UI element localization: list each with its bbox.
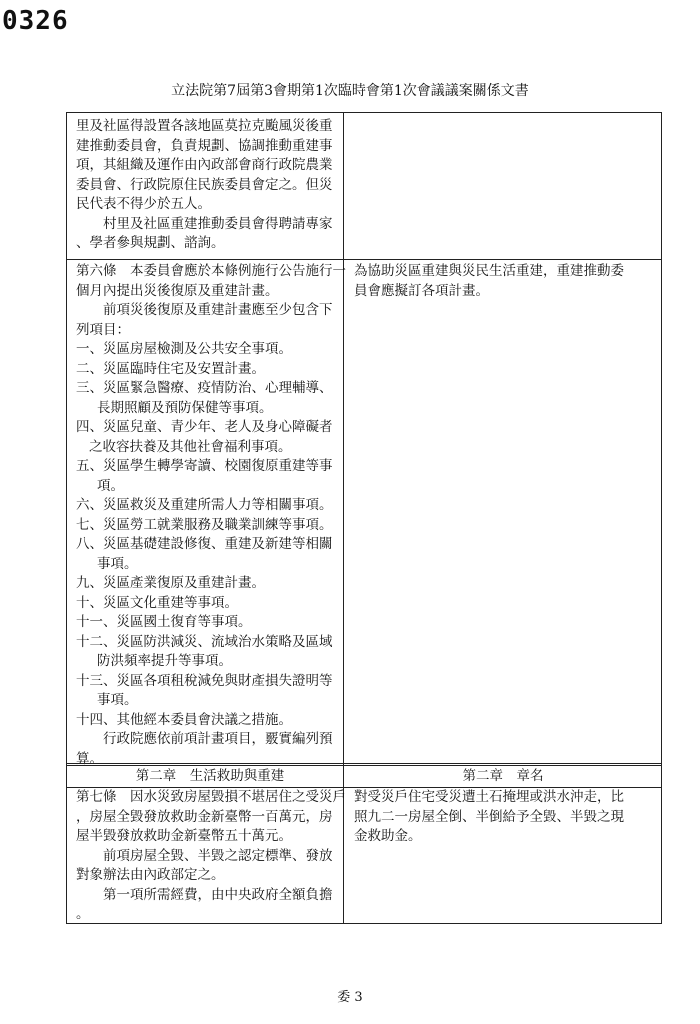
- text-line: 行政院應依前項計畫項目，覈實編列預: [103, 731, 333, 747]
- text-line: 三、災區緊急醫療、疫情防治、心理輔導、: [76, 380, 333, 396]
- text-line: 屋半毀發放救助金新臺幣五十萬元。: [76, 828, 292, 844]
- row-divider: [67, 763, 661, 766]
- text-line: 前項房屋全毀、半毀之認定標準、發放: [103, 847, 333, 864]
- text-line: 為協助災區重建與災民生活重建，重建推動委: [354, 263, 624, 279]
- text-line: 四、災區兒童、青少年、老人及身心障礙者: [76, 419, 333, 435]
- text-line: 前項災後復原及重建計畫應至少包含下: [103, 302, 333, 318]
- text-line: 十二、災區防洪減災、流域治水策略及區域: [76, 633, 333, 650]
- text-line: 第六條 本委員會應於本條例施行公告施行一: [76, 263, 346, 279]
- chapter-title: 第二章 生活救助與重建: [135, 768, 285, 784]
- text-line: 個月內提出災後復原及重建計畫。: [76, 282, 279, 299]
- text-line: 一、災區房屋檢測及公共安全事項。: [76, 341, 292, 357]
- row1-left-cell: [76, 117, 344, 254]
- text-line: 項，其組織及運作由內政部會商行政院農業: [76, 157, 333, 173]
- article-6-cell: [76, 262, 344, 769]
- row-divider: [67, 259, 661, 260]
- text-line: 九、災區產業復原及重建計畫。: [76, 575, 265, 591]
- chapter-heading-left: [76, 767, 344, 787]
- text-line: 建推動委員會，負責規劃、協調推動重建事: [76, 137, 333, 154]
- page-number: 0326: [2, 6, 69, 36]
- text-line: 員會應擬訂各項計畫。: [354, 282, 489, 299]
- text-line: 委員會、行政院原住民族委員會定之。但災: [76, 176, 333, 193]
- text-line: 村里及社區重建推動委員會得聘請專家: [103, 215, 333, 232]
- article-6-explanation: [354, 262, 652, 301]
- text-line: 民代表不得少於五人。: [76, 196, 211, 212]
- text-line: 十四、其他經本委員會決議之措施。: [76, 711, 292, 728]
- text-line: 對受災戶住宅受災遭土石掩埋或洪水沖走，比: [354, 789, 624, 805]
- text-line: 五、災區學生轉學寄讀、校園復原重建等事: [76, 458, 333, 474]
- text-line: 二、災區臨時住宅及安置計畫。: [76, 360, 265, 377]
- text-line: 長期照顧及預防保健等事項。: [97, 399, 273, 416]
- text-line: 照九二一房屋全倒、半倒給予全毀、半毀之現: [354, 808, 624, 825]
- page-footer: 委 3: [337, 990, 363, 1005]
- text-line: 之收容扶養及其他社會福利事項。: [89, 438, 292, 455]
- text-line: 六、災區救災及重建所需人力等相關事項。: [76, 497, 333, 513]
- article-7-cell: [76, 788, 344, 925]
- text-line: 算。: [76, 750, 103, 767]
- text-line: 。: [76, 906, 90, 922]
- text-line: 第七條 因水災致房屋毀損不堪居住之受災戶: [76, 789, 346, 805]
- document-header: 立法院第7屆第3會期第1次臨時會第1次會議議案關係文書: [171, 83, 529, 99]
- text-line: 金救助金。: [354, 828, 422, 844]
- text-line: 八、災區基礎建設修復、重建及新建等相關: [76, 536, 333, 552]
- text-line: 十、災區文化重建等事項。: [76, 594, 238, 611]
- comparison-table: [66, 112, 662, 924]
- text-line: 里及社區得設置各該地區莫拉克颱風災後重: [76, 118, 333, 134]
- text-line: 十三、災區各項租稅減免與財產損失證明等: [76, 672, 333, 689]
- text-line: 防洪頻率提升等事項。: [97, 653, 232, 669]
- text-line: ，房屋全毀發放救助金新臺幣一百萬元，房: [76, 808, 333, 825]
- text-line: 事項。: [97, 555, 138, 572]
- text-line: 十一、災區國土復育等事項。: [76, 614, 252, 630]
- text-line: 事項。: [97, 692, 138, 708]
- chapter-title: 第二章 章名: [462, 768, 544, 784]
- text-line: 、學者參與規劃、諮詢。: [76, 235, 225, 251]
- text-line: 第一項所需經費，由中央政府全額負擔: [103, 886, 333, 903]
- text-line: 七、災區勞工就業服務及職業訓練等事項。: [76, 516, 333, 533]
- text-line: 項。: [97, 477, 124, 494]
- article-7-explanation: [354, 788, 652, 847]
- chapter-heading-right: [354, 767, 652, 787]
- text-line: 列項目：: [76, 321, 130, 338]
- text-line: 對象辦法由內政部定之。: [76, 867, 225, 883]
